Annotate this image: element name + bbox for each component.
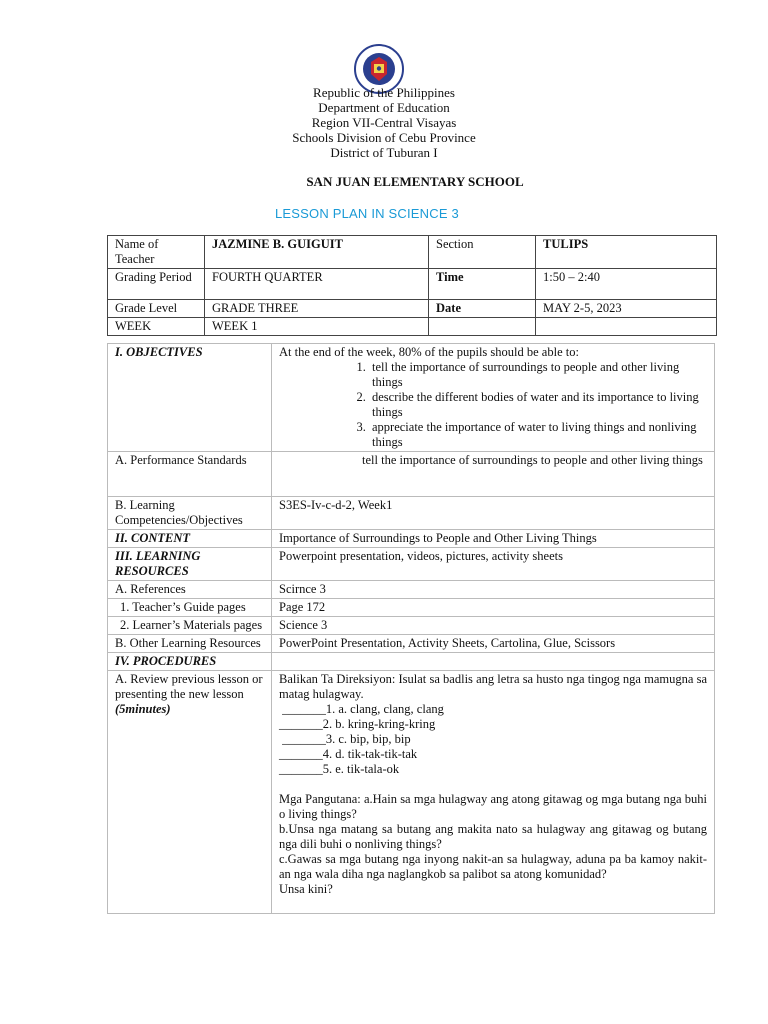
- question-text: Unsa kini?: [279, 882, 333, 896]
- header-line-department: Department of Education: [318, 100, 450, 115]
- table-row: [108, 671, 715, 914]
- question-text: Mga Pangutana: a.Hain sa mga hulagway ang atong gitawag og mga butang nga buhi o living things?: [279, 792, 707, 821]
- resources-value: Powerpoint presentation, videos, pictures, activity sheets: [272, 548, 715, 581]
- grade-value: GRADE THREE: [205, 300, 429, 318]
- teacher-name: JAZMINE B. GUIGUIT: [205, 236, 429, 269]
- question-text: c.Gawas sa mga butang nga inyong nakit-an sa hulagway, aduna pa ba kamoy nakit-an nga wala diha nga naglangkob sa palibot sa atong komunidad?: [279, 852, 707, 881]
- grade-label: Grade Level: [108, 300, 205, 318]
- list-item: _______3. c. bip, bip, bip: [279, 732, 411, 746]
- table-row: [108, 344, 715, 452]
- grading-label: Grading Period: [108, 269, 205, 300]
- empty-cell: [272, 653, 715, 671]
- resources-label: III. LEARNING RESOURCES: [108, 548, 272, 581]
- table-row: [108, 300, 717, 318]
- teacher-info-table: [107, 235, 717, 336]
- date-value: MAY 2-5, 2023: [536, 300, 717, 318]
- header-line-country: Republic of the Philippines: [313, 85, 455, 100]
- competencies-value: S3ES-Iv-c-d-2, Week1: [272, 497, 715, 530]
- grading-value: FOURTH QUARTER: [205, 269, 429, 300]
- week-value: WEEK 1: [205, 318, 429, 336]
- teachers-guide-value: Page 172: [272, 599, 715, 617]
- list-item: 1. tell the importance of surroundings to people and other living things: [369, 360, 707, 390]
- table-row: [108, 269, 717, 300]
- references-value: Scirnce 3: [272, 581, 715, 599]
- table-row: [108, 548, 715, 581]
- week-label: WEEK: [108, 318, 205, 336]
- table-row: [108, 236, 717, 269]
- section-value: TULIPS: [536, 236, 717, 269]
- performance-label: A. Performance Standards: [108, 452, 272, 497]
- list-item: 3. appreciate the importance of water to living things and nonliving things: [369, 420, 707, 450]
- date-label: Date: [429, 300, 536, 318]
- empty-cell: [536, 318, 717, 336]
- references-label: A. References: [108, 581, 272, 599]
- review-content: [272, 671, 715, 914]
- school-name: SAN JUAN ELEMENTARY SCHOOL: [306, 174, 524, 189]
- teacher-label: Name of Teacher: [108, 236, 205, 269]
- list-item: _______4. d. tik-tak-tik-tak: [279, 747, 418, 761]
- empty-cell: [429, 318, 536, 336]
- other-resources-value: PowerPoint Presentation, Activity Sheets, Cartolina, Glue, Scissors: [272, 635, 715, 653]
- time-value: 1:50 – 2:40: [536, 269, 717, 300]
- header-line-district: District of Tuburan I: [330, 145, 438, 160]
- list-item: _______2. b. kring-kring-kring: [279, 717, 436, 731]
- review-time: (5minutes): [115, 702, 171, 716]
- performance-value: tell the importance of surroundings to people and other living things: [272, 452, 715, 497]
- content-value: Importance of Surroundings to People and Other Living Things: [272, 530, 715, 548]
- table-row: [108, 581, 715, 599]
- learners-materials-label: 2. Learner’s Materials pages: [108, 617, 272, 635]
- review-intro: Balikan Ta Direksiyon: Isulat sa badlis ang letra sa husto nga tingog nga mamugna sa matag hulagway.: [279, 672, 707, 701]
- teachers-guide-label: 1. Teacher’s Guide pages: [108, 599, 272, 617]
- table-row: [108, 599, 715, 617]
- list-item: _______1. a. clang, clang, clang: [279, 702, 444, 716]
- header-line-division: Schools Division of Cebu Province: [292, 130, 476, 145]
- table-row: [108, 635, 715, 653]
- content-label: II. CONTENT: [108, 530, 272, 548]
- list-item: _______5. e. tik-tala-ok: [279, 762, 400, 776]
- table-row: [108, 653, 715, 671]
- header-line-region: Region VII-Central Visayas: [311, 115, 457, 130]
- question-text: b.Unsa nga matang sa butang ang makita nato sa hulagway ang gitawag og butang nga dili buhi o nonliving things?: [279, 822, 707, 851]
- objectives-cell: [272, 344, 715, 452]
- table-row: [108, 530, 715, 548]
- review-label-cell: [108, 671, 272, 914]
- time-label: Time: [429, 269, 536, 300]
- objectives-label: I. OBJECTIVES: [108, 344, 272, 452]
- lesson-plan-title: LESSON PLAN IN SCIENCE 3: [275, 206, 459, 221]
- table-row: [108, 318, 717, 336]
- competencies-label: B. Learning Competencies/Objectives: [108, 497, 272, 530]
- table-row: [108, 497, 715, 530]
- section-label: Section: [429, 236, 536, 269]
- learners-materials-value: Science 3: [272, 617, 715, 635]
- other-resources-label: B. Other Learning Resources: [108, 635, 272, 653]
- review-label: A. Review previous lesson or presenting the new lesson: [115, 672, 263, 701]
- table-row: [108, 617, 715, 635]
- list-item: 2. describe the different bodies of water and its importance to living things: [369, 390, 707, 420]
- objectives-list: [279, 360, 707, 450]
- procedures-label: IV. PROCEDURES: [108, 653, 272, 671]
- table-row: [108, 452, 715, 497]
- lesson-plan-table: [107, 343, 715, 914]
- objectives-intro: At the end of the week, 80% of the pupils should be able to:: [279, 345, 579, 359]
